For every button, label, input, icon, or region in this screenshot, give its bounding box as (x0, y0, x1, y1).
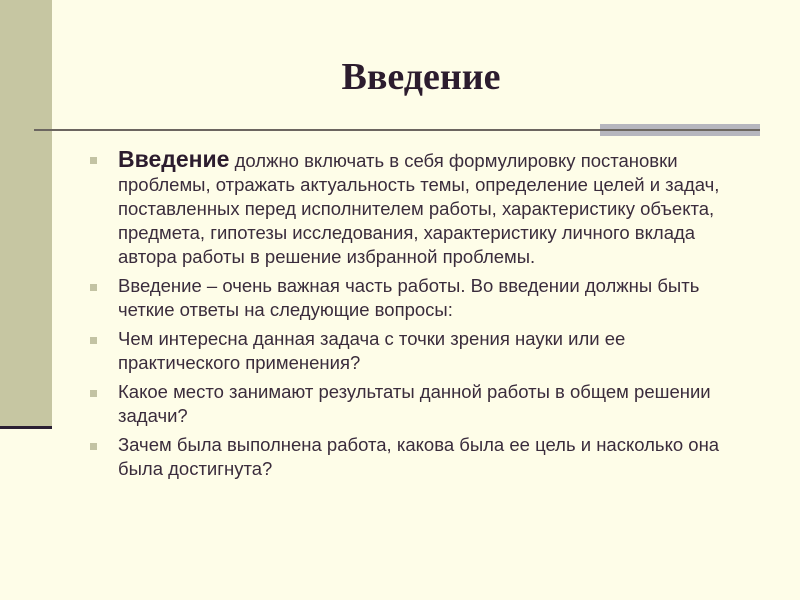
title-divider (34, 129, 600, 131)
item-text: Зачем была выполнена работа, какова была ее цель и насколько она была достигнута? (118, 434, 720, 479)
item-text: должно включать в себя формулировку постановки проблемы, отражать актуальность темы, определение целей и задач, поставленных перед исполнителем работы, характеристику объекта, предмета, гипотезы исследования, характеристику личного вклада автора работы в решение избранной проблемы. (118, 150, 720, 267)
divider-accent-line (600, 129, 760, 131)
square-bullet-icon (90, 443, 97, 450)
item-text: Какое место занимают результаты данной работы в общем решении задачи? (118, 381, 711, 426)
side-bar-underline (0, 426, 52, 429)
list-item (88, 433, 748, 481)
item-lead-term: Введение (118, 146, 230, 172)
item-text: Введение – очень важная часть работы. Во введении должны быть четкие ответы на следующие вопросы: (118, 275, 700, 320)
square-bullet-icon (90, 390, 97, 397)
square-bullet-icon (90, 337, 97, 344)
list-item (88, 380, 748, 428)
list-item (88, 274, 748, 322)
square-bullet-icon (90, 284, 97, 291)
slide-title: Введение (341, 56, 501, 98)
square-bullet-icon (90, 157, 97, 164)
bullet-list (88, 147, 748, 486)
item-text: Чем интересна данная задача с точки зрения науки или ее практического применения? (118, 328, 626, 373)
list-item (88, 327, 748, 375)
list-item (88, 147, 748, 269)
